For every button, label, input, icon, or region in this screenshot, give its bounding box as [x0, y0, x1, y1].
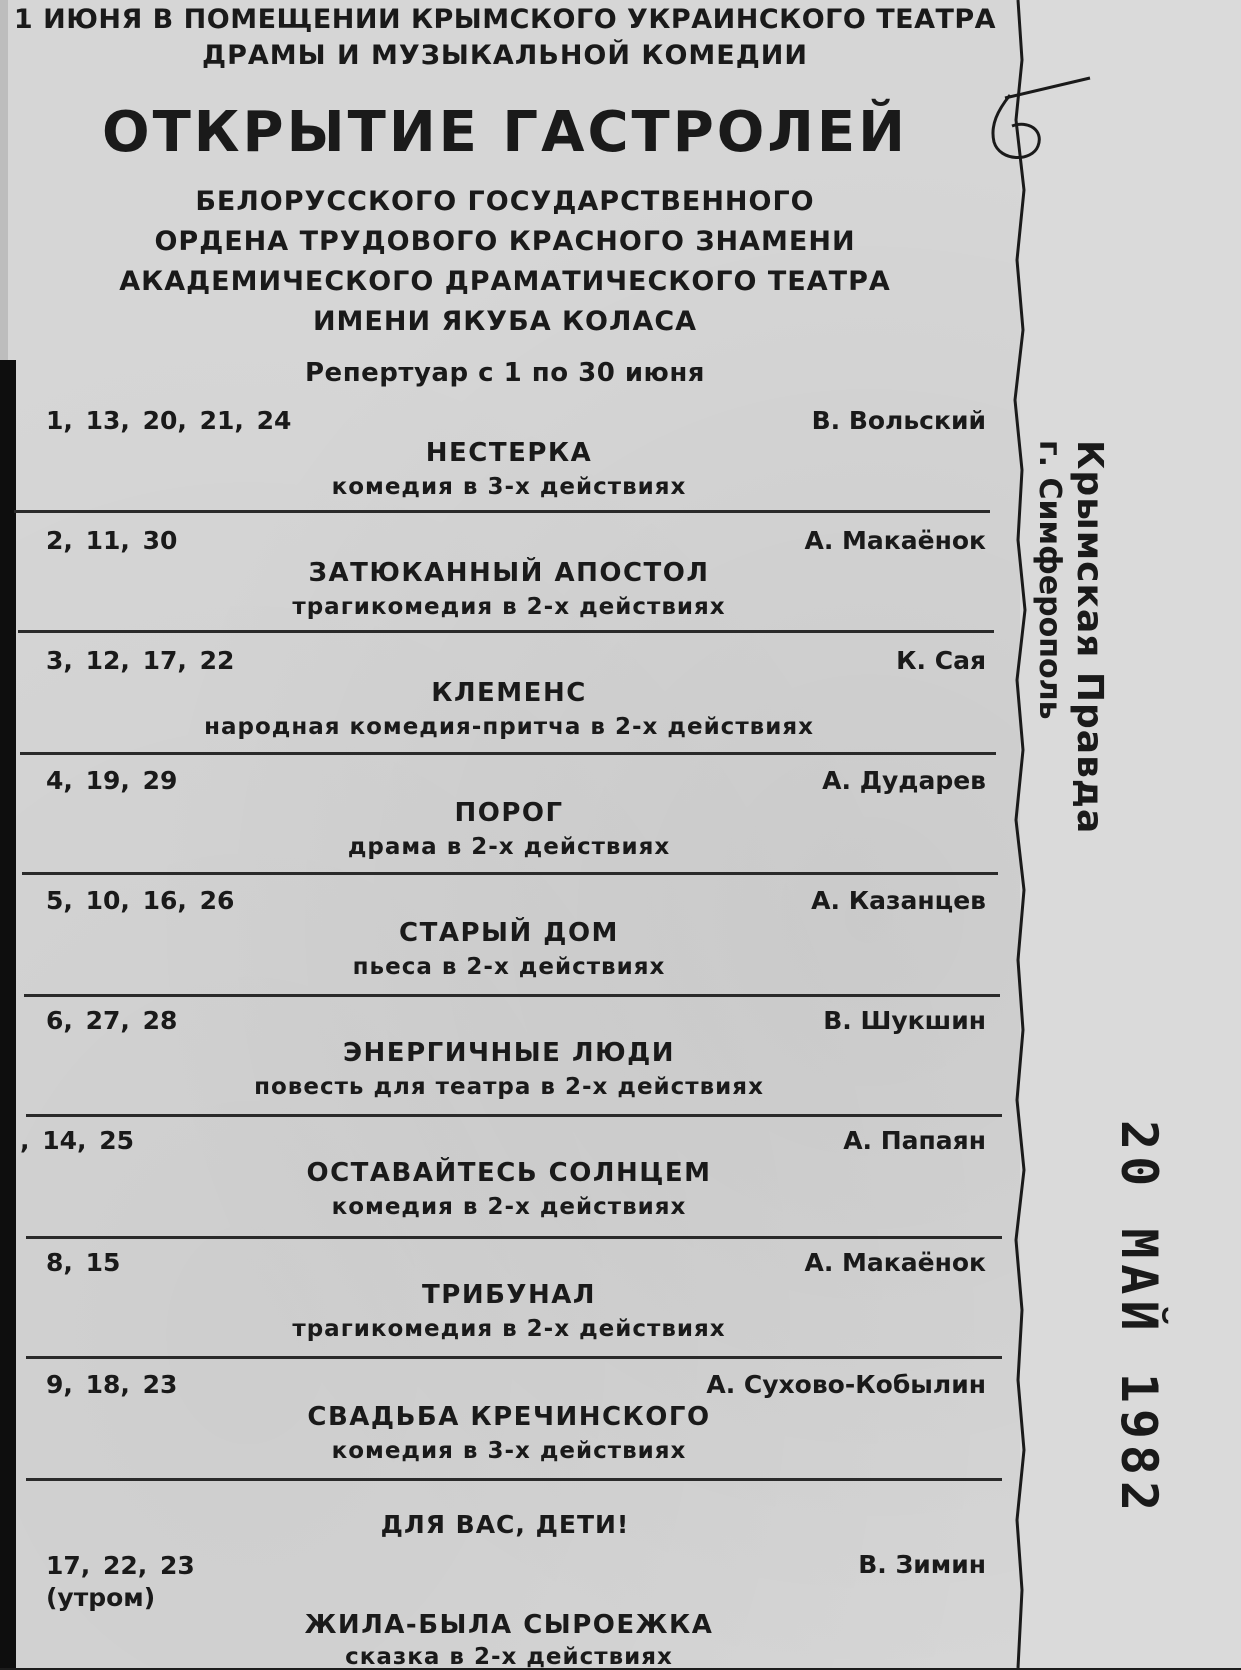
play-dates: 5, 10, 16, 26: [46, 886, 235, 915]
play-entry: [18, 764, 1000, 882]
divider: [14, 510, 990, 513]
play-entry: [18, 1124, 1000, 1242]
play-title: КЛЕМЕНС: [431, 678, 587, 708]
theatre-name-line-3: АКАДЕМИЧЕСКОГО ДРАМАТИЧЕСКОГО ТЕАТРА: [119, 266, 891, 297]
play-author: А. Казанцев: [811, 886, 986, 915]
play-title: СТАРЫЙ ДОМ: [399, 918, 619, 948]
play-dates: 4, 19, 29: [46, 766, 178, 795]
venue-line-2: ДРАМЫ И МУЗЫКАЛЬНОЙ КОМЕДИИ: [202, 40, 808, 71]
play-entry: [18, 1368, 1000, 1486]
children-heading: ДЛЯ ВАС, ДЕТИ!: [380, 1510, 630, 1539]
children-play-entry: [18, 1548, 1000, 1668]
play-genre: пьеса в 2-х действиях: [352, 954, 666, 980]
play-author: А. Папаян: [843, 1126, 986, 1155]
venue-line-1: 1 ИЮНЯ В ПОМЕЩЕНИИ КРЫМСКОГО УКРАИНСКОГО ТЕАТРА: [13, 4, 997, 35]
divider: [26, 1478, 1002, 1481]
play-dates: 8, 15: [46, 1248, 121, 1277]
play-dates: , 14, 25: [20, 1126, 134, 1155]
theatre-name-line-1: БЕЛОРУССКОГО ГОСУДАРСТВЕННОГО: [195, 186, 815, 217]
newspaper-name: Крымская Правда: [1069, 440, 1110, 835]
theatre-name-line-4: ИМЕНИ ЯКУБА КОЛАСА: [312, 306, 698, 337]
newspaper-city: г. Симферополь: [1032, 440, 1067, 720]
divider: [26, 1356, 1002, 1359]
play-author: А. Сухово-Кобылин: [706, 1370, 986, 1399]
play-entry: [18, 1246, 1000, 1364]
play-genre: повесть для театра в 2-х действиях: [254, 1074, 764, 1100]
play-author: В. Вольский: [811, 406, 986, 435]
play-dates: 9, 18, 23: [46, 1370, 178, 1399]
divider: [18, 630, 994, 633]
play-title: ТРИБУНАЛ: [422, 1280, 596, 1310]
play-genre: комедия в 3-х действиях: [331, 1438, 687, 1464]
play-author: К. Сая: [896, 646, 986, 675]
main-title: ОТКРЫТИЕ ГАСТРОЛЕЙ: [101, 100, 909, 165]
play-title: НЕСТЕРКА: [425, 438, 593, 468]
play-genre: трагикомедия в 2-х действиях: [292, 1316, 726, 1342]
play-genre: комедия в 3-х действиях: [331, 474, 687, 500]
play-title: ОСТАВАЙТЕСЬ СОЛНЦЕМ: [306, 1158, 712, 1188]
play-entry: [18, 1004, 1000, 1122]
divider: [20, 752, 996, 755]
newspaper-stamp: [1032, 440, 1160, 920]
play-dates-note: (утром): [46, 1583, 156, 1612]
divider: [26, 1236, 1002, 1239]
play-dates: 2, 11, 30: [46, 526, 178, 555]
divider: [26, 1114, 1002, 1117]
play-dates: 3, 12, 17, 22: [46, 646, 235, 675]
theatre-name-line-2: ОРДЕНА ТРУДОВОГО КРАСНОГО ЗНАМЕНИ: [154, 226, 856, 257]
play-author: А. Дударев: [822, 766, 986, 795]
play-title: ЭНЕРГИЧНЫЕ ЛЮДИ: [342, 1038, 676, 1068]
play-author: В. Шукшин: [823, 1006, 986, 1035]
newspaper-stamp-text: [1032, 440, 1110, 834]
play-dates: 1, 13, 20, 21, 24: [46, 406, 292, 435]
play-genre: драма в 2-х действиях: [347, 834, 671, 860]
play-dates: 6, 27, 28: [46, 1006, 178, 1035]
play-entry: [18, 884, 1000, 1002]
divider: [24, 994, 1000, 997]
play-genre: сказка в 2-х действиях: [345, 1644, 673, 1670]
play-genre: народная комедия-притча в 2-х действиях: [204, 714, 814, 740]
play-author: В. Зимин: [858, 1550, 986, 1579]
date-stamp: 20 МАЙ 1982: [1110, 1120, 1168, 1518]
play-author: А. Макаёнок: [804, 1248, 986, 1277]
play-dates-line: 17, 22, 23: [46, 1551, 195, 1580]
repertoire-heading: Репертуар с 1 по 30 июня: [305, 358, 705, 388]
play-author: А. Макаёнок: [804, 526, 986, 555]
play-entry: [18, 404, 1000, 522]
dark-background-edge: [0, 360, 16, 1668]
play-entry: [18, 524, 1000, 642]
play-dates: [46, 1550, 195, 1614]
play-entry: [18, 644, 1000, 762]
play-title: ПОРОГ: [454, 798, 564, 828]
play-title: ЖИЛА-БЫЛА СЫРОЕЖКА: [304, 1610, 714, 1640]
divider: [22, 872, 998, 875]
play-title: ЗАТЮКАННЫЙ АПОСТОЛ: [308, 558, 710, 588]
play-genre: трагикомедия в 2-х действиях: [292, 594, 726, 620]
play-genre: комедия в 2-х действиях: [331, 1194, 687, 1220]
play-title: СВАДЬБА КРЕЧИНСКОГО: [307, 1402, 711, 1432]
